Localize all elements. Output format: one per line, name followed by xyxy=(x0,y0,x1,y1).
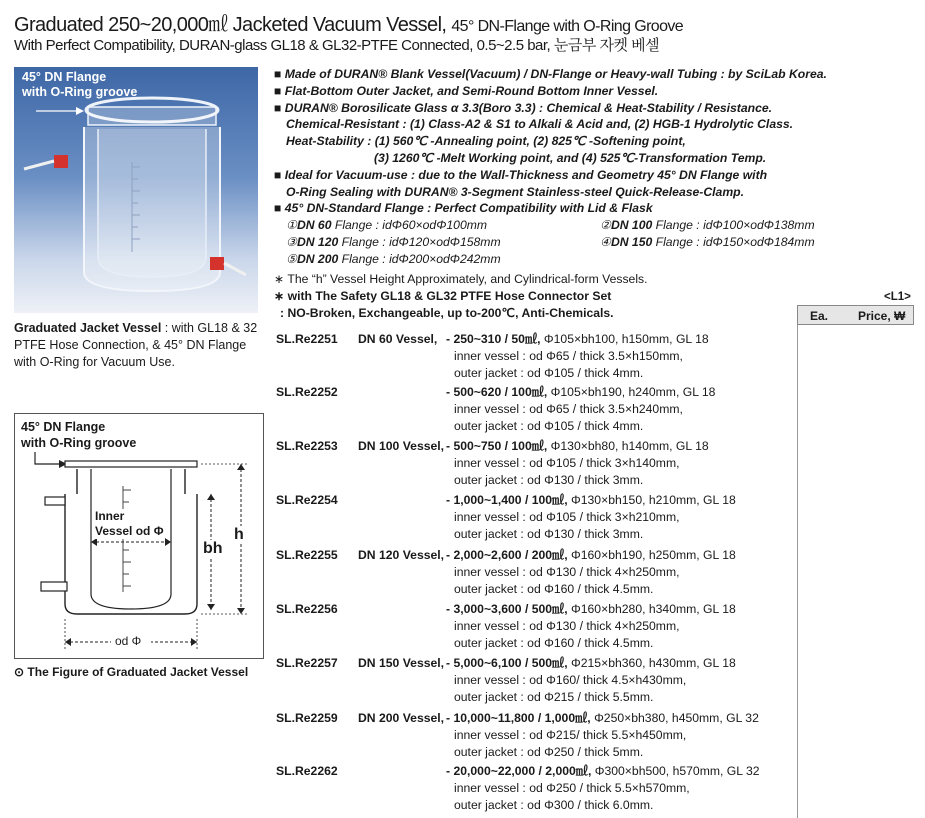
capacity-spec: - 2,000~2,600 / 200㎖, Φ160×bh190, h250mm, GL 18 xyxy=(446,548,736,562)
inner-vessel-spec: inner vessel : od Φ105 / thick 3×h140mm, xyxy=(454,456,680,470)
figure-caption: ⊙ The Figure of Graduated Jacket Vessel xyxy=(14,665,249,679)
page-title xyxy=(14,8,683,37)
dn-size: DN 120 Vessel, xyxy=(358,548,445,562)
feature-line: O-Ring Sealing with DURAN® 3-Segment Stainless-steel Quick-Release-Clamp. xyxy=(286,184,744,199)
square-bullet-icon: ■ xyxy=(274,67,282,81)
flange-item: ④DN 150 Flange : idΦ150×odΦ184mm xyxy=(600,235,815,250)
outer-jacket-spec: outer jacket : od Φ105 / thick 4mm. xyxy=(454,419,644,433)
flange-item: ⑤DN 200 Flange : idΦ200×odΦ242mm xyxy=(286,252,501,267)
catalog-number: SL.Re2254 xyxy=(276,493,338,507)
feature-item: ■ DURAN® Borosilicate Glass α 3.3(Boro 3.3) : Chemical & Heat-Stability / Resistance. xyxy=(274,100,773,115)
note-line: : NO-Broken, Exchangeable, up to-200℃, Anti-Chemicals. xyxy=(280,306,614,320)
capacity-spec: - 250~310 / 50㎖, Φ105×bh100, h150mm, GL 18 xyxy=(446,332,709,346)
square-bullet-icon: ■ xyxy=(274,100,282,115)
page-subtitle: With Perfect Compatibility, DURAN-glass GL18 & GL32-PTFE Connected, 0.5~2.5 bar, 눈금부 자켓 베셀 xyxy=(14,37,660,54)
capacity-spec: - 10,000~11,800 / 1,000㎖, Φ250×bh380, h450mm, GL 32 xyxy=(446,711,759,725)
catalog-number: SL.Re2262 xyxy=(276,764,338,778)
inner-vessel-spec: inner vessel : od Φ250 / thick 5.5×h570mm, xyxy=(454,781,690,795)
price-column-divider xyxy=(797,325,798,818)
price-table-header xyxy=(797,305,914,325)
capacity-spec: - 3,000~3,600 / 500㎖, Φ160×bh280, h340mm, GL 18 xyxy=(446,602,736,616)
inner-vessel-spec: inner vessel : od Φ160/ thick 4.5×h430mm, xyxy=(454,673,687,687)
feature-line: (3) 1260℃ -Melt Working point, and (4) 525℃-Transformation Temp. xyxy=(374,150,767,165)
capacity-spec: - 500~620 / 100㎖, Φ105×bh190, h240mm, GL 18 xyxy=(446,385,716,399)
catalog-number: SL.Re2252 xyxy=(276,385,338,399)
outer-jacket-spec: outer jacket : od Φ130 / thick 3mm. xyxy=(454,473,644,487)
product-photo xyxy=(14,67,258,313)
flange-list xyxy=(274,217,914,268)
flange-item: ③DN 120 Flange : idΦ120×odΦ158mm xyxy=(286,235,501,250)
inner-vessel-label: Inner Vessel od Φ xyxy=(95,509,164,538)
jacketed-vessel-photo-illustration xyxy=(14,67,258,313)
price-header: Price, ₩ xyxy=(858,309,906,323)
title-main: Graduated 250~20,000㎖ Jacketed Vacuum Vessel, xyxy=(14,14,447,36)
bottom-hose-connector xyxy=(210,257,224,270)
photo-label: 45° DN Flange with O-Ring groove xyxy=(22,70,138,99)
square-bullet-icon: ■ xyxy=(274,83,282,98)
catalog-number: SL.Re2255 xyxy=(276,548,338,562)
note-line: ∗ with The Safety GL18 & GL32 PTFE Hose Connector Set xyxy=(274,289,612,303)
outer-jacket-spec: outer jacket : od Φ105 / thick 4mm. xyxy=(454,366,644,380)
inner-vessel-spec: inner vessel : od Φ130 / thick 4×h250mm, xyxy=(454,619,680,633)
feature-line: Chemical-Resistant : (1) Class-A2 & S1 to Alkali & Acid and, (2) HGB-1 Hydrolytic Class. xyxy=(286,117,794,132)
photo-caption: Graduated Jacket Vessel : with GL18 & 32 PTFE Hose Connection, & 45° DN Flange with O-Ring for Vacuum Use. xyxy=(14,321,258,369)
feature-item: ■ 45° DN-Standard Flange : Perfect Compatibility with Lid & Flask xyxy=(274,201,653,216)
vessel-figure xyxy=(14,413,264,659)
feature-item: ■ Ideal for Vacuum-use : due to the Wall-Thickness and Geometry 45° DN Flange with xyxy=(274,167,768,182)
outer-jacket-spec: outer jacket : od Φ215 / thick 5.5mm. xyxy=(454,690,654,704)
bh-label: bh xyxy=(203,540,223,557)
dn-size: DN 100 Vessel, xyxy=(358,439,445,453)
square-bullet-icon: ■ xyxy=(274,201,282,216)
dn-size: DN 60 Vessel, xyxy=(358,332,438,346)
inner-vessel-spec: inner vessel : od Φ65 / thick 3.5×h240mm, xyxy=(454,402,683,416)
outer-jacket-spec: outer jacket : od Φ300 / thick 6.0mm. xyxy=(454,798,654,812)
bullet-circle-icon: ⊙ xyxy=(14,665,25,679)
h-label: h xyxy=(234,526,244,543)
price-list-code: <L1> xyxy=(884,291,911,303)
dn-size: DN 150 Vessel, xyxy=(358,656,445,670)
figure-label: 45° DN Flange with O-Ring groove xyxy=(21,420,137,450)
capacity-spec: - 500~750 / 100㎖, Φ130×bh80, h140mm, GL 18 xyxy=(446,439,709,453)
outer-jacket-spec: outer jacket : od Φ160 / thick 4.5mm. xyxy=(454,582,654,596)
square-bullet-icon: ■ xyxy=(274,167,282,182)
inner-vessel-spec: inner vessel : od Φ105 / thick 3×h210mm, xyxy=(454,510,680,524)
dn-size: DN 200 Vessel, xyxy=(358,711,445,725)
feature-line: Heat-Stability : (1) 560℃ -Annealing point, (2) 825℃ -Softening point, xyxy=(286,134,686,149)
inner-vessel-spec: inner vessel : od Φ215/ thick 5.5×h450mm, xyxy=(454,728,687,742)
flange-item: ①DN 60 Flange : idΦ60×odΦ100mm xyxy=(286,218,488,233)
inner-vessel-spec: inner vessel : od Φ65 / thick 3.5×h150mm, xyxy=(454,349,683,363)
flange-item: ②DN 100 Flange : idΦ100×odΦ138mm xyxy=(600,218,815,233)
od-label: od Φ xyxy=(115,634,142,648)
ea-header: Ea. xyxy=(810,309,829,323)
top-hose-connector xyxy=(54,155,68,168)
catalog-number: SL.Re2257 xyxy=(276,656,338,670)
notes xyxy=(274,271,648,322)
title-tail: 45° DN-Flange with O-Ring Groove xyxy=(451,18,684,35)
outer-jacket-spec: outer jacket : od Φ250 / thick 5mm. xyxy=(454,745,644,759)
feature-item: ■ Made of DURAN® Blank Vessel(Vacuum) / DN-Flange or Heavy-wall Tubing : by SciLab Korea. xyxy=(274,67,827,81)
catalog-number: SL.Re2251 xyxy=(276,332,338,346)
catalog-number: SL.Re2259 xyxy=(276,711,338,725)
capacity-spec: - 1,000~1,400 / 100㎖, Φ130×bh150, h210mm, GL 18 xyxy=(446,493,736,507)
catalog-number: SL.Re2256 xyxy=(276,602,338,616)
inner-vessel-spec: inner vessel : od Φ130 / thick 4×h250mm, xyxy=(454,565,680,579)
note-line: ∗ The “h” Vessel Height Approximately, and Cylindrical-form Vessels. xyxy=(274,272,648,286)
feature-list xyxy=(274,66,914,268)
feature-item: ■ Flat-Bottom Outer Jacket, and Semi-Round Bottom Inner Vessel. xyxy=(274,83,659,98)
outer-jacket-spec: outer jacket : od Φ160 / thick 4.5mm. xyxy=(454,636,654,650)
capacity-spec: - 20,000~22,000 / 2,000㎖, Φ300×bh500, h570mm, GL 32 xyxy=(446,764,760,778)
capacity-spec: - 5,000~6,100 / 500㎖, Φ215×bh360, h430mm, GL 18 xyxy=(446,656,736,670)
catalog-number: SL.Re2253 xyxy=(276,439,338,453)
outer-jacket-spec: outer jacket : od Φ130 / thick 3mm. xyxy=(454,527,644,541)
